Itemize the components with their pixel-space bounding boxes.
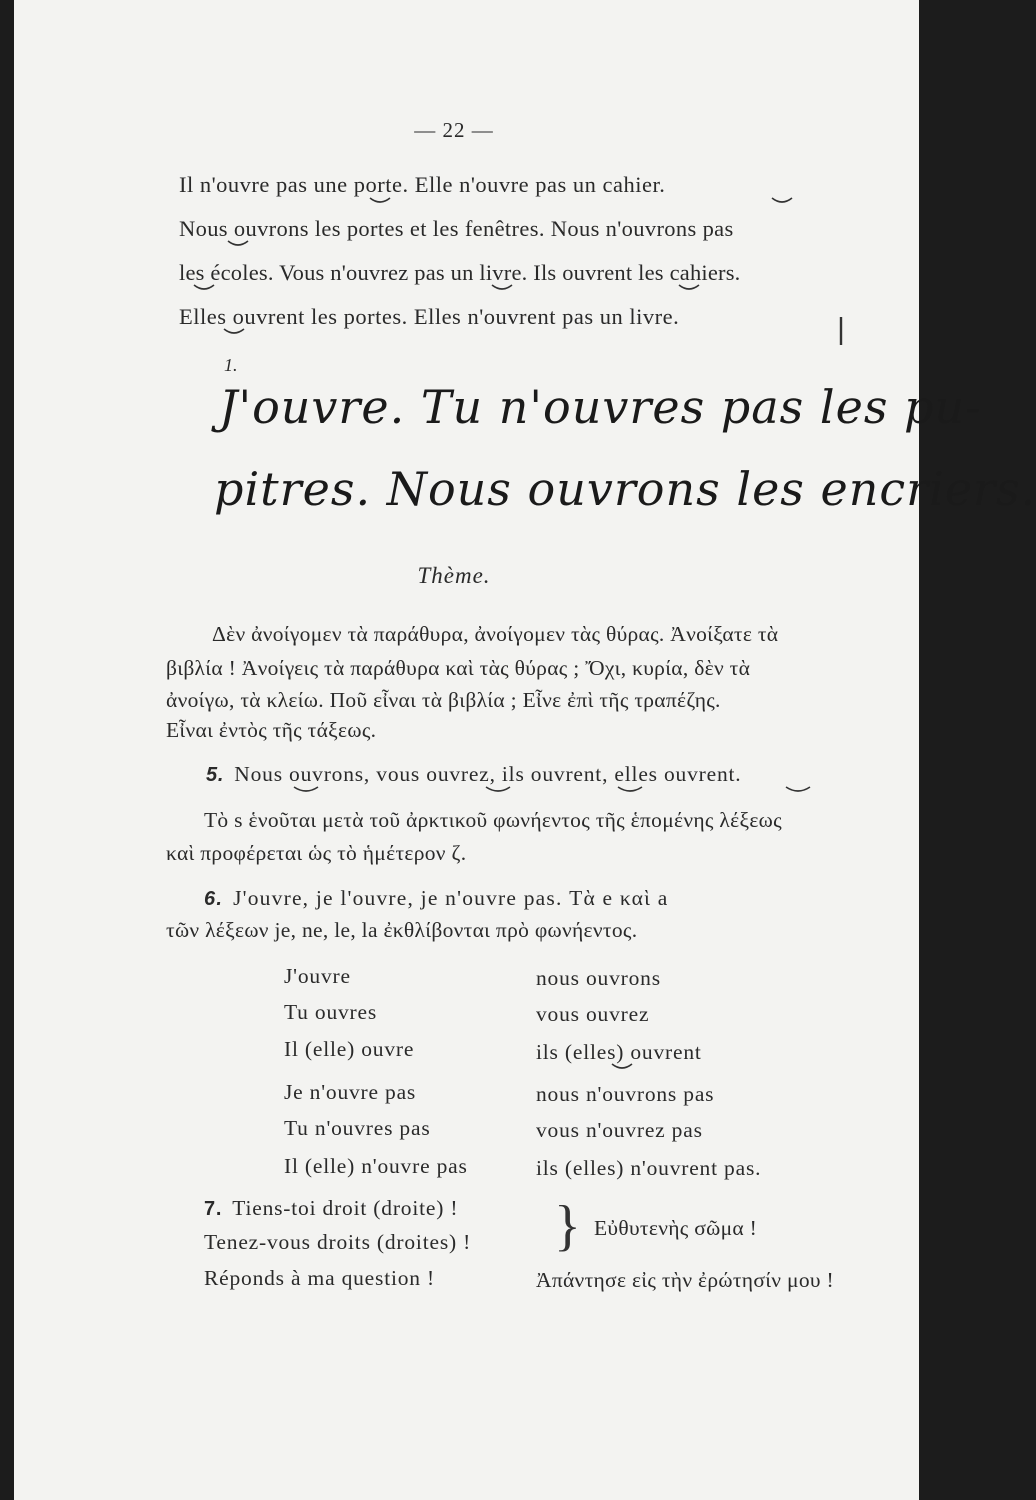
conj-right-6: ils (elles) n'ouvrent pas. (536, 1156, 762, 1180)
reading-line-3: les écoles. Vous n'ouvrez pas un livre. Ils ouvrent les cahiers. (179, 260, 741, 285)
section-6 (204, 886, 668, 911)
section-7-line-2: Tenez-vous droits (droites) ! (204, 1230, 472, 1254)
handwriting-number: 1. (224, 355, 238, 375)
conj-left-5: Tu n'ouvres pas (284, 1116, 431, 1140)
theme-line-1: Δὲν ἀνοίγομεν τὰ παράθυρα, ἀνοίγομεν τὰς θύρας. Ἀνοίξατε τὰ (212, 622, 779, 646)
section-5-note-2: καὶ προφέρεται ὡς τὸ ἡμέτερον ζ. (166, 841, 467, 865)
conj-left-1: J'ouvre (284, 964, 351, 988)
theme-title: Thème. (417, 563, 491, 588)
section-5 (206, 762, 741, 787)
theme-line-3: ἀνοίγω, τὰ κλείω. Ποῦ εἶναι τὰ βιβλία ; Εἶνε ἐπὶ τῆς τραπέζης. (166, 688, 721, 712)
reading-line-1: Il n'ouvre pas une porte. Elle n'ouvre pas un cahier. (179, 172, 666, 197)
book-page (14, 0, 1036, 1500)
conj-right-5: vous n'ouvrez pas (536, 1118, 703, 1142)
section-7-number: 7. (204, 1198, 223, 1220)
theme-line-2: βιβλία ! Ἀνοίγεις τὰ παράθυρα καὶ τὰς θύρας ; Ὄχι, κυρία, δὲν τὰ (166, 656, 751, 680)
section-7-greek-2: Ἀπάντησε εἰς τὴν ἐρώτησίν μου ! (536, 1268, 834, 1292)
conj-right-2: vous ouvrez (536, 1002, 650, 1026)
section-6-line-1: J'ouvre, je l'ouvre, je n'ouvre pas. Τὰ e καὶ a (233, 886, 669, 910)
section-5-note-1: Τὸ s ἑνοῦται μετὰ τοῦ ἀρκτικοῦ φωνήεντος τῆς ἑπομένης λέξεως (204, 808, 782, 832)
section-6-line-2: τῶν λέξεων je, ne, le, la ἐκθλίβονται πρὸ φωνήεντος. (166, 918, 638, 942)
section-5-number: 5. (206, 764, 225, 786)
section-7-greek-1: Εὐθυτενὴς σῶμα ! (594, 1216, 758, 1240)
section-7-line-1: Tiens-toi droit (droite) ! (232, 1196, 459, 1220)
conj-left-6: Il (elle) n'ouvre pas (284, 1154, 468, 1178)
conj-left-3: Il (elle) ouvre (284, 1037, 415, 1061)
handwriting-line-1: J'ouvre. Tu n'ouvres pas les pu- (219, 380, 982, 434)
conj-right-1: nous ouvrons (536, 966, 661, 990)
conj-left-2: Tu ouvres (284, 1000, 378, 1024)
theme-line-4: Εἶναι ἐντὸς τῆς τάξεως. (166, 718, 377, 742)
handwriting-line-2: pitres. Nous ouvrons les encriers. (214, 462, 1036, 516)
section-6-number: 6. (204, 888, 224, 910)
section-5-line: Nous ouvrons, vous ouvrez, ils ouvrent, elles ouvrent. (234, 762, 742, 786)
conj-left-4: Je n'ouvre pas (284, 1080, 417, 1104)
section-7-row-1 (204, 1196, 458, 1221)
page-number: — 22 — (414, 118, 494, 142)
grouping-brace: } (554, 1195, 581, 1257)
reading-line-2: Nous ouvrons les portes et les fenêtres. Nous n'ouvrons pas (179, 216, 734, 241)
section-7-line-3: Réponds à ma question ! (204, 1266, 435, 1290)
conj-right-3: ils (elles) ouvrent (536, 1040, 702, 1064)
conj-right-4: nous n'ouvrons pas (536, 1082, 715, 1106)
reading-line-4: Elles ouvrent les portes. Elles n'ouvrent pas un livre. (179, 304, 680, 329)
